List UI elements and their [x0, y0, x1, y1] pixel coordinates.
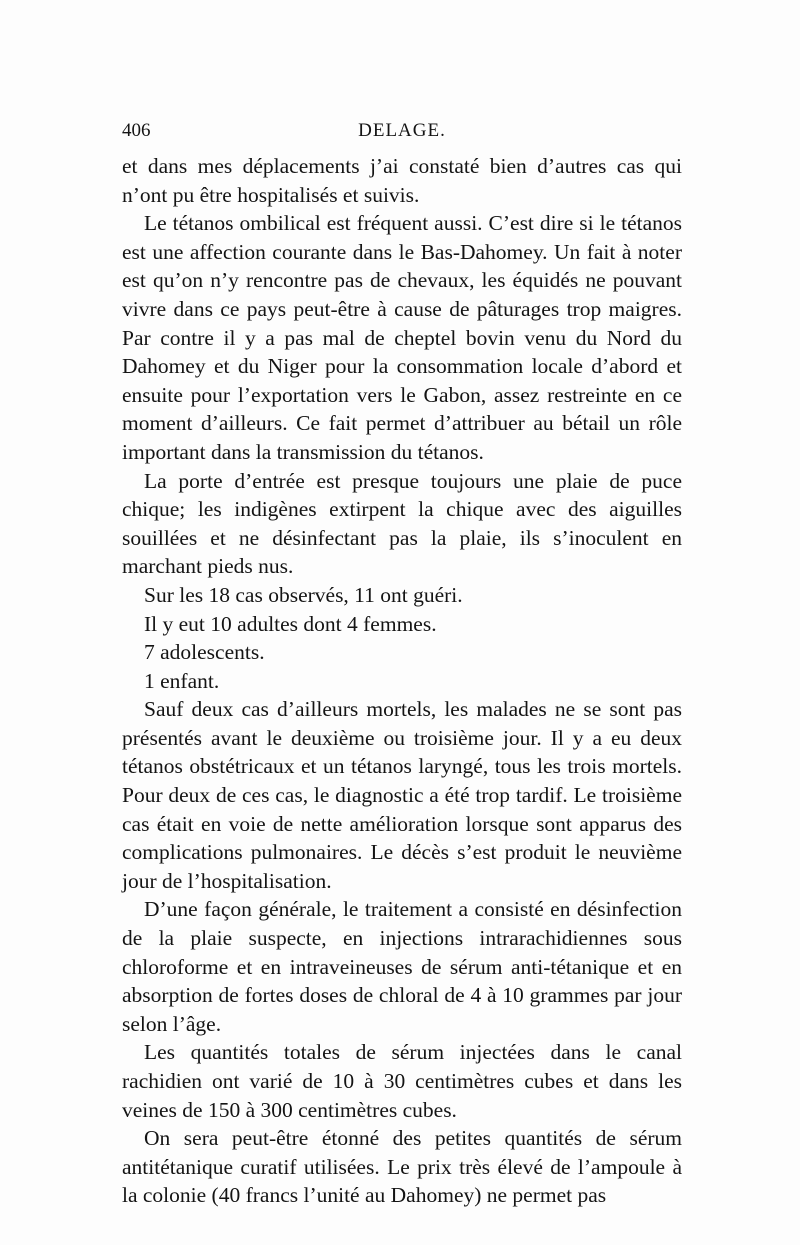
page-header — [122, 118, 682, 144]
page-number: 406 — [122, 120, 151, 141]
paragraph-traitement: D’une façon générale, le traitement a consisté en désinfection de la plaie suspecte, en injections intrarachidiennes sous chloroforme et en intraveineuses de sérum anti-tétanique et en absorption de fortes doses de chloral de 4 à 10 grammes par jour selon l’âge. — [122, 897, 682, 1036]
paragraph-cas-mortels: Sauf deux cas d’ailleurs mortels, les malades ne se sont pas présentés avant le deuxième ou troisième jour. Il y a eu deux tétanos obstétricaux et un tétanos laryngé, tous les trois mortels. Pour deux de ces cas, le diagnostic a été trop tardif. Le troisième cas était en voie de nette amélioration lorsque sont apparus des complications pulmonaires. Le décès s’est produit le neuvième jour de l’hospitalisation. — [122, 697, 682, 893]
paragraph-cas-observes: Sur les 18 cas observés, 11 ont guéri. — [144, 582, 463, 607]
paragraph-porte-entree: La porte d’entrée est presque toujours une plaie de puce chique; les indigènes extirpent la chique avec des aiguilles souillées et ne désinfectant pas la plaie, ils s’inoculent en marchant pieds nus. — [122, 468, 682, 579]
paragraph-prix-ampoule: On sera peut-être étonné des petites quantités de sérum antitétanique curatif utilisées. Le prix très élevé de l’ampoule à la colonie (40 francs l’unité au Dahomey) ne permet pas — [122, 1126, 682, 1208]
paragraph-enfant: 1 enfant. — [144, 668, 220, 693]
running-head: DELAGE. — [358, 120, 446, 141]
paragraph-adolescents: 7 adolescents. — [144, 640, 265, 665]
paragraph-continuation: et dans mes déplacements j’ai constaté bien d’autres cas qui n’ont pu être hospitalisés et suivis. — [122, 154, 682, 207]
body-text — [122, 152, 682, 1210]
paragraph-quantites-serum: Les quantités totales de sérum injectées dans le canal rachidien ont varié de 10 à 30 centimètres cubes et dans les veines de 150 à 300 centimètres cubes. — [122, 1040, 682, 1122]
paragraph-tetanos-ombilical: Le tétanos ombilical est fréquent aussi. C’est dire si le tétanos est une affection courante dans le Bas-Dahomey. Un fait à noter est qu’on n’y rencontre pas de chevaux, les équidés ne pouvant vivre dans ce pays peut-être à cause de pâturages trop maigres. Par contre il y a pas mal de cheptel bovin venu du Nord du Dahomey et du Niger pour la consommation locale d’abord et ensuite pour l’exportation vers le Gabon, assez restreinte en ce moment d’ailleurs. Ce fait permet d’attribuer au bétail un rôle important dans la transmission du tétanos. — [122, 211, 682, 464]
paragraph-adultes: Il y eut 10 adultes dont 4 femmes. — [144, 611, 437, 636]
